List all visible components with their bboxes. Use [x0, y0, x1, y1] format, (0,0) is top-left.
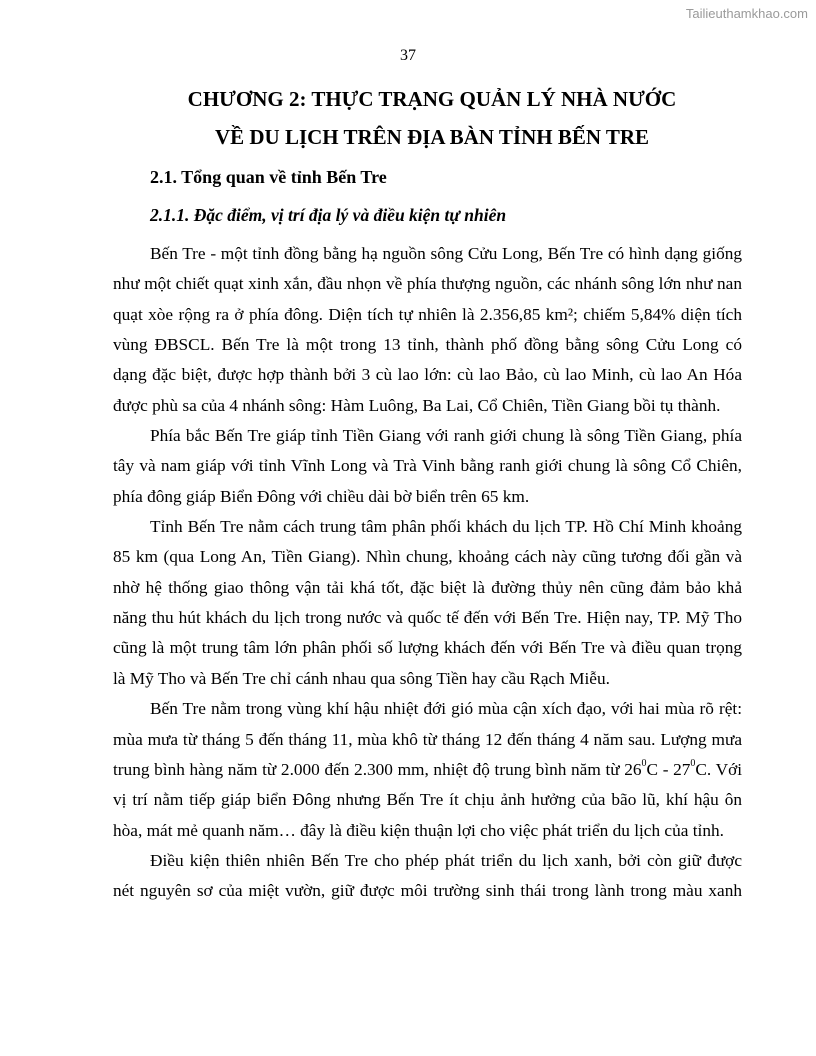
chapter-title-line-2: VỀ DU LỊCH TRÊN ĐỊA BÀN TỈNH BẾN TRE — [214, 125, 650, 149]
superscript: 0 — [641, 757, 647, 769]
text-line: Tỉnh Bến Tre nằm cách trung tâm phân phối khách du lịch TP. Hồ Chí Minh khoảng — [150, 517, 742, 537]
text-line: là Mỹ Tho và Bến Tre chỉ cánh nhau qua sông Tiền hay cầu Rạch Miễu. — [113, 668, 610, 688]
text-line: vị trí nằm tiếp giáp biển Đông nhưng Bến Tre ít chịu ảnh hưởng của bão lũ, khí hậu ôn — [113, 790, 742, 810]
watermark: Tailieuthamkhao.com — [685, 6, 808, 21]
paragraph — [113, 846, 742, 907]
text-line: quạt xòe rộng ra ở phía đông. Diện tích tự nhiên là 2.356,85 km²; chiếm 5,84% diện tích — [113, 304, 742, 324]
subsection-heading: 2.1.1. Đặc điểm, vị trí địa lý và điều kiện tự nhiên — [150, 205, 507, 225]
section-heading: 2.1. Tổng quan về tỉnh Bến Tre — [150, 167, 387, 187]
text-line: Phía bắc Bến Tre giáp tỉnh Tiền Giang với ranh giới chung là sông Tiền Giang, phía — [150, 426, 742, 446]
text-line: Điều kiện thiên nhiên Bến Tre cho phép phát triển du lịch xanh, bởi còn giữ được — [150, 850, 742, 870]
text-line: được phù sa của 4 nhánh sông: Hàm Luông, Ba Lai, Cổ Chiên, Tiền Giang bồi tụ thành. — [113, 395, 721, 415]
text-line: Bến Tre - một tỉnh đồng bằng hạ nguồn sông Cửu Long, Bến Tre có hình dạng giống — [150, 244, 742, 263]
body-text — [113, 239, 742, 907]
text-line: dạng đặc biệt, được hợp thành bởi 3 cù lao lớn: cù lao Bảo, cù lao Minh, cù lao An Hóa — [113, 365, 742, 385]
text-line: cũng là một trung tâm lớn phân phối số lượng khách đến với Bến Tre và điều quan trọng — [113, 638, 742, 658]
paragraph — [113, 512, 742, 694]
text-line: tây và nam giáp với tỉnh Vĩnh Long và Trà Vinh bằng ranh giới chung là sông Cổ Chiên, — [113, 456, 742, 476]
text-line: phía đông giáp Biển Đông với chiều dài bờ biển trên 65 km. — [113, 486, 530, 506]
text-line: 85 km (qua Long An, Tiền Giang). Nhìn chung, khoảng cách này cũng tương đối gần và — [113, 547, 742, 567]
text-line: Bến Tre nằm trong vùng khí hậu nhiệt đới gió mùa cận xích đạo, với hai mùa rõ rệt: — [150, 699, 742, 719]
superscript: 0 — [690, 757, 696, 769]
paragraph — [113, 239, 742, 421]
text-line: hòa, mát mẻ quanh năm… đây là điều kiện thuận lợi cho việc phát triển du lịch của tỉnh. — [113, 820, 724, 840]
page-number: 37 — [400, 47, 416, 64]
text-line: như một chiết quạt xinh xắn, đầu nhọn về phía thượng nguồn, các nhánh sông lớn như nan — [113, 274, 742, 294]
text-line: trung bình hàng năm từ 2.000 đến 2.300 mm, nhiệt độ trung bình năm từ $26^0C - 27^0C$. Với — [113, 757, 743, 779]
paragraph — [113, 421, 742, 512]
text-line: vùng ĐBSCL. Bến Tre là một trong 13 tỉnh, thành phố đồng bằng sông Cửu Long có — [113, 335, 742, 355]
text-line: mùa mưa từ tháng 5 đến tháng 11, mùa khô từ tháng 12 đến tháng 4 năm sau. Lượng mưa — [113, 729, 742, 749]
text-line: nhờ hệ thống giao thông vận tải khá tốt, đặc biệt là đường thủy nên cũng đảm bảo khả — [113, 577, 742, 597]
paragraph — [113, 694, 742, 846]
chapter-title-line-1: CHƯƠNG 2: THỰC TRẠNG QUẢN LÝ NHÀ NƯỚC — [187, 87, 677, 111]
text-line: năng thu hút khách du lịch trong nước và quốc tế đến với Bến Tre. Hiện nay, TP. Mỹ Tho — [113, 608, 742, 628]
text-line: nét nguyên sơ của miệt vườn, giữ được môi trường sinh thái trong lành trong màu xanh — [113, 881, 742, 901]
